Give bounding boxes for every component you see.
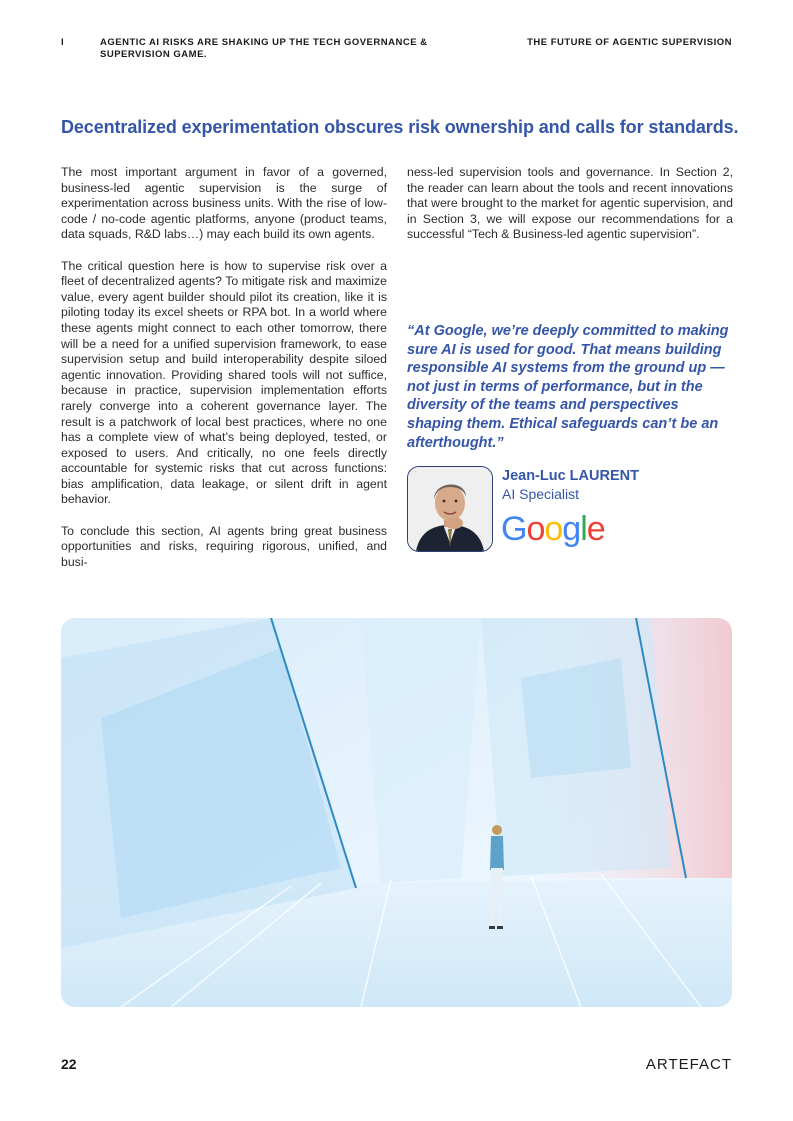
paragraph: ness-led supervision tools and governance. In Section 2, the reader can learn about the tools and recent innovations that were brought to the market for agentic supervision, and in Section 3, we will expose our recommendations for a successful “Tech & Business-led agentic supervision”. [407, 165, 733, 242]
hero-image [61, 618, 732, 1007]
page-number: 22 [61, 1056, 77, 1072]
person-photo-icon [408, 467, 492, 551]
left-column [61, 165, 387, 586]
author-role: AI Specialist [502, 486, 580, 502]
author-name: Jean-Luc LAURENT [502, 468, 639, 484]
futuristic-corridor-illustration [61, 618, 732, 1007]
section-number: I [61, 37, 65, 48]
pull-quote: “At Google, we’re deeply committed to making sure AI is used for good. That means building responsible AI systems from the ground up — not just in terms of performance, but in the diversity of the teams and perspectives shaping them. Ethical safeguards can’t be an afterthought.” [407, 323, 729, 451]
chapter-title: AGENTIC AI RISKS ARE SHAKING UP THE TECH GOVERNANCE & SUPERVISION GAME. [100, 37, 428, 60]
artefact-logo: ARTEFACT [645, 1056, 732, 1073]
paragraph: The critical question here is how to supervise risk over a fleet of decentralized agents? To mitigate risk and maximize value, every agent builder should pilot its creation, like it is piloting today its excel sheets or RPA bot. In a world where these agents might connect to each other tomorrow, there will be a need for a unified supervision framework, to ease supervision setup and build interoperability despite siloed agentic innovation. Providing shared tools will not suffice, because in practice, supervision implementation efforts rarely converge into a coherent governance layer. The result is a patchwork of local best practices, where no one has a complete view of what’s being deployed, tested, or exposed to users. And critically, no one feels directly accountable for systemic risks that cut across functions: bias amplification, data leakage, or silent drift in agent behavior. [61, 258, 387, 507]
google-logo: Google [501, 510, 605, 548]
document-title: THE FUTURE OF AGENTIC SUPERVISION [527, 37, 732, 48]
author-portrait [407, 466, 493, 552]
section-heading: Decentralized experimentation obscures risk ownership and calls for standards. [61, 117, 739, 137]
right-column [407, 165, 733, 259]
quote-author [407, 466, 737, 552]
paragraph: To conclude this section, AI agents bring great business opportunities and risks, requiring rigorous, unified, and busi- [61, 523, 387, 569]
paragraph: The most important argument in favor of a governed, business-led agentic supervision is the surge of experimentation across business units. With the rise of low-code / no-code agentic platforms, anyone (product teams, data squads, R&D labs…) may each build its own agents. [61, 165, 387, 242]
